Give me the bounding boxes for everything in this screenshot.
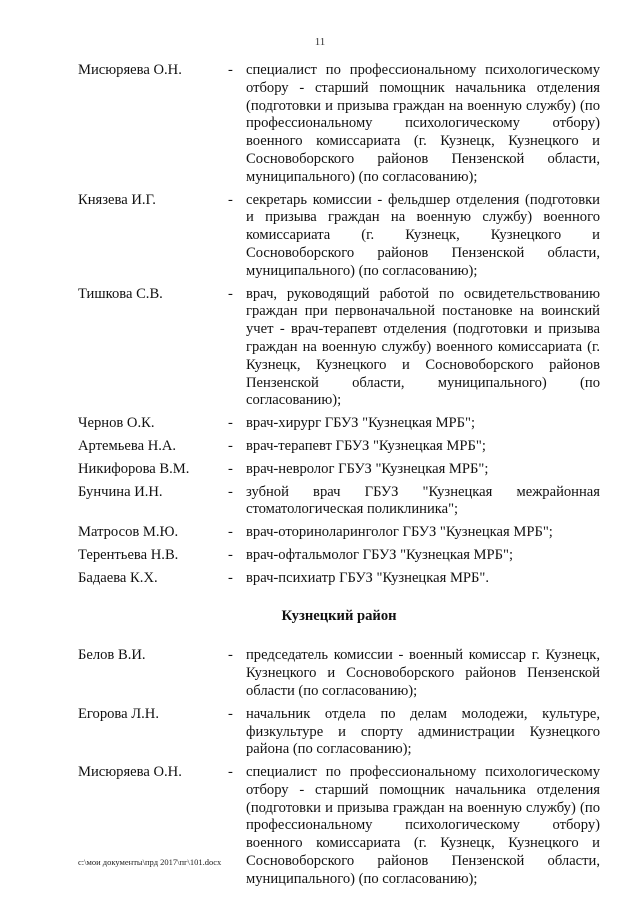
member-role: секретарь комиссии - фельдшер отделения (подготовки и призыва граждан на военную службу) военного комиссариата (г. Кузнецк, Кузнецкого и Сосновоборского районов Пензенской области, муниципального) (по согласованию);: [246, 191, 600, 279]
separator-dash: -: [228, 483, 233, 500]
member-row: [78, 570, 600, 588]
separator-dash: -: [228, 546, 233, 563]
member-role: врач-оториноларинголог ГБУЗ "Кузнецкая МРБ";: [246, 524, 553, 541]
member-role: врач-терапевт ГБУЗ "Кузнецкая МРБ";: [246, 437, 486, 454]
separator-dash: -: [228, 569, 233, 586]
member-name: Мисюряева О.Н.: [78, 764, 182, 781]
member-role: врач-хирург ГБУЗ "Кузнецкая МРБ";: [246, 415, 476, 432]
member-row: [78, 647, 600, 700]
member-name: Тишкова С.В.: [78, 285, 163, 302]
member-name: Мисюряева О.Н.: [78, 62, 182, 78]
document-body: [78, 62, 600, 894]
separator-dash: -: [228, 647, 233, 664]
member-row: [78, 286, 600, 411]
member-row: [78, 192, 600, 281]
separator-dash: -: [228, 62, 233, 78]
member-row: [78, 706, 600, 759]
member-row: [78, 415, 600, 433]
member-name: Чернов О.К.: [78, 415, 155, 432]
member-row: [78, 764, 600, 889]
member-row: [78, 524, 600, 542]
member-role: специалист по профессиональному психологическому отбору - старший помощник начальника отделения (подготовки и призыва граждан на военную службу) (по профессиональному психологическому отбору) военного комиссариата (г. Кузнецк, Кузнецкого и Сосновоборского районов Пензенской области, муниципального) (по согласованию);: [246, 764, 600, 887]
separator-dash: -: [228, 705, 233, 722]
member-role: председатель комиссии - военный комиссар г. Кузнецк, Кузнецкого и Сосновоборского районов Пензенской области (по согласованию);: [246, 647, 600, 699]
member-row: [78, 438, 600, 456]
separator-dash: -: [228, 191, 233, 208]
member-role: врач-офтальмолог ГБУЗ "Кузнецкая МРБ";: [246, 546, 514, 563]
member-role: врач-психиатр ГБУЗ "Кузнецкая МРБ".: [246, 569, 490, 586]
separator-dash: -: [228, 415, 233, 432]
member-row: [78, 547, 600, 565]
member-name: Никифорова В.М.: [78, 460, 190, 477]
section-title: Кузнецкий район: [281, 607, 397, 624]
member-row: [78, 62, 600, 187]
member-role: врач-невролог ГБУЗ "Кузнецкая МРБ";: [246, 460, 489, 477]
separator-dash: -: [228, 460, 233, 477]
member-role: специалист по профессиональному психологическому отбору - старший помощник начальника отделения (подготовки и призыва граждан на военную службу) (по профессиональному психологическому отбору) военного комиссариата (г. Кузнецк, Кузнецкого и Сосновоборского районов Пензенской области, муниципального) (по согласованию);: [246, 62, 600, 185]
member-role: зубной врач ГБУЗ "Кузнецкая межрайонная стоматологическая поликлиника";: [246, 483, 600, 518]
page-number: 11: [314, 36, 326, 48]
member-name: Князева И.Г.: [78, 191, 156, 208]
separator-dash: -: [228, 764, 233, 781]
member-name: Белов В.И.: [78, 647, 146, 664]
member-name: Артемьева Н.А.: [78, 437, 177, 454]
member-role: начальник отдела по делам молодежи, культуре, физкультуре и спорту администрации Кузнецкого района (по согласованию);: [246, 705, 600, 758]
member-list-top: [78, 62, 600, 588]
member-list-bottom: [78, 647, 600, 888]
separator-dash: -: [228, 524, 233, 541]
separator-dash: -: [228, 437, 233, 454]
member-name: Бадаева К.Х.: [78, 569, 158, 586]
member-row: [78, 484, 600, 520]
footer-file-path: c:\мои документы\прд 2017\пг\101.docx: [78, 857, 222, 867]
separator-dash: -: [228, 285, 233, 302]
member-name: Терентьева Н.В.: [78, 546, 179, 563]
member-name: Матросов М.Ю.: [78, 524, 179, 541]
member-name: Егорова Л.Н.: [78, 705, 159, 722]
member-row: [78, 461, 600, 479]
member-role: врач, руководящий работой по освидетельствованию граждан при первоначальной постановке на воинский учет - врач-терапевт отделения (подготовки и призыва граждан на военную службу) военного комиссариата (г. Кузнецк, Кузнецкого и Сосновоборского районов Пензенской области, муниципального) (по согласованию);: [246, 285, 600, 409]
member-name: Бунчина И.Н.: [78, 483, 163, 500]
